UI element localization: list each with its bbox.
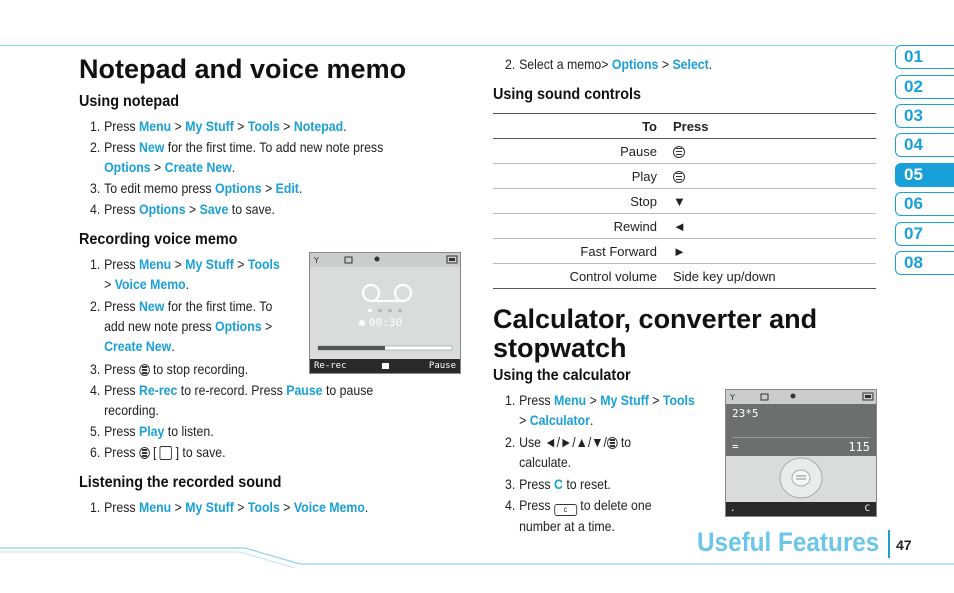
tape-icon <box>310 267 460 359</box>
calculator-step-4: 4. Press c to delete one number at a time. <box>505 497 652 534</box>
right-arrow-icon: ► <box>665 239 876 264</box>
sound-controls-table <box>493 113 876 289</box>
calc-display <box>726 404 876 456</box>
ok-key-icon <box>607 437 618 449</box>
chapter-tab-05[interactable]: 05 <box>895 163 954 187</box>
listening-step-2: 2. Select a memo> Options > Select. <box>505 56 713 72</box>
stop-icon <box>382 363 389 369</box>
heading-using-calculator: Using the calculator <box>493 367 631 384</box>
recording-step-5: 5. Press Play to listen. <box>90 423 214 439</box>
mode-icon <box>761 394 768 400</box>
status-bar <box>310 253 460 267</box>
table-row: Play <box>493 164 876 189</box>
chapter-tab-06[interactable]: 06 <box>895 192 954 216</box>
col-press: Press <box>665 114 876 139</box>
notepad-step-3: 3. To edit memo press Options > Edit. <box>90 180 303 196</box>
left-arrow-icon: ◄ <box>665 214 876 239</box>
chapter-tab-01[interactable]: 01 <box>895 45 954 69</box>
signal-icon: Y <box>730 393 735 402</box>
listening-step-1: 1. Press Menu > My Stuff > Tools > Voice Memo. <box>90 499 369 515</box>
heading-recording-voice-memo: Recording voice memo <box>79 231 238 248</box>
table-row: Fast Forward ► <box>493 239 876 264</box>
down-arrow-icon: ▼ <box>665 189 876 214</box>
ok-key-icon <box>673 146 685 158</box>
recording-step-1: 1. Press Menu > My Stuff > Tools > Voice Memo. <box>90 256 280 292</box>
signal-icon: Y <box>314 256 319 265</box>
ok-key-icon <box>139 447 150 459</box>
calc-equals: = <box>732 440 739 453</box>
table-row: Rewind ◄ <box>493 214 876 239</box>
calculator-step-3: 3. Press C to reset. <box>505 476 611 492</box>
navigation-key-icon <box>726 456 876 502</box>
table-header-row <box>493 114 876 139</box>
section-title: Useful Features <box>697 527 880 557</box>
soft-key-bar <box>726 502 876 516</box>
heading-using-notepad: Using notepad <box>79 93 179 110</box>
recording-step-3: 3. Press to stop recording. <box>90 361 249 377</box>
page-title: Notepad and voice memo <box>79 54 407 84</box>
soft-key-right[interactable]: C <box>864 504 870 514</box>
recording-step-6: 6. Press [ ] to save. <box>90 444 226 460</box>
soft-key-right[interactable]: Pause <box>428 361 456 371</box>
calc-expression: 23*5 <box>732 407 759 420</box>
save-key-icon <box>160 446 172 460</box>
soft-key-bar <box>310 359 460 373</box>
calculator-title: Calculator, converter and stopwatch <box>493 304 818 363</box>
recording-time: 00:30 <box>369 316 403 329</box>
soft-key-left[interactable]: . <box>730 504 736 514</box>
ok-key-icon <box>139 364 150 376</box>
top-rule <box>0 45 895 46</box>
heading-sound-controls: Using sound controls <box>493 86 642 103</box>
footer-divider <box>888 530 890 558</box>
table-row: Pause <box>493 139 876 164</box>
recording-step-2: 2. Press New for the first time. To add new note press Options > Create New. <box>90 298 273 354</box>
alarm-icon <box>375 257 380 262</box>
table-row: Stop ▼ <box>493 189 876 214</box>
chapter-tab-02[interactable]: 02 <box>895 75 954 99</box>
calculator-step-1: 1. Press Menu > My Stuff > Tools > Calculator. <box>505 392 695 428</box>
chapter-tab-03[interactable]: 03 <box>895 104 954 128</box>
col-to: To <box>493 114 665 139</box>
calculator-step-2: 2. Use ◄/►/▲/▼/ to calculate. <box>505 434 632 470</box>
mode-icon <box>345 257 352 263</box>
heading-listening: Listening the recorded sound <box>79 474 282 491</box>
chapter-tab-07[interactable]: 07 <box>895 222 954 246</box>
notepad-step-2: 2. Press New for the first time. To add new note press Options > Create New. <box>90 139 384 175</box>
voice-memo-screen <box>309 252 461 374</box>
notepad-step-4: 4. Press Options > Save to save. <box>90 201 275 217</box>
chapter-tab-04[interactable]: 04 <box>895 133 954 157</box>
notepad-step-1: 1. Press Menu > My Stuff > Tools > Notepad. <box>90 118 347 134</box>
status-bar <box>726 390 876 404</box>
calc-result: 115 <box>848 440 870 454</box>
clear-key-icon: c <box>554 504 577 516</box>
table-row: Control volume Side key up/down <box>493 264 876 289</box>
chapter-tab-08[interactable]: 08 <box>895 251 954 275</box>
alarm-icon <box>791 394 796 399</box>
recording-step-4: 4. Press Re-rec to re-record. Press Pause to pause recording. <box>90 382 374 418</box>
ok-key-icon <box>673 171 685 183</box>
soft-key-left[interactable]: Re-rec <box>314 361 347 371</box>
page-number: 47 <box>896 537 912 553</box>
calculator-screen <box>725 389 877 517</box>
